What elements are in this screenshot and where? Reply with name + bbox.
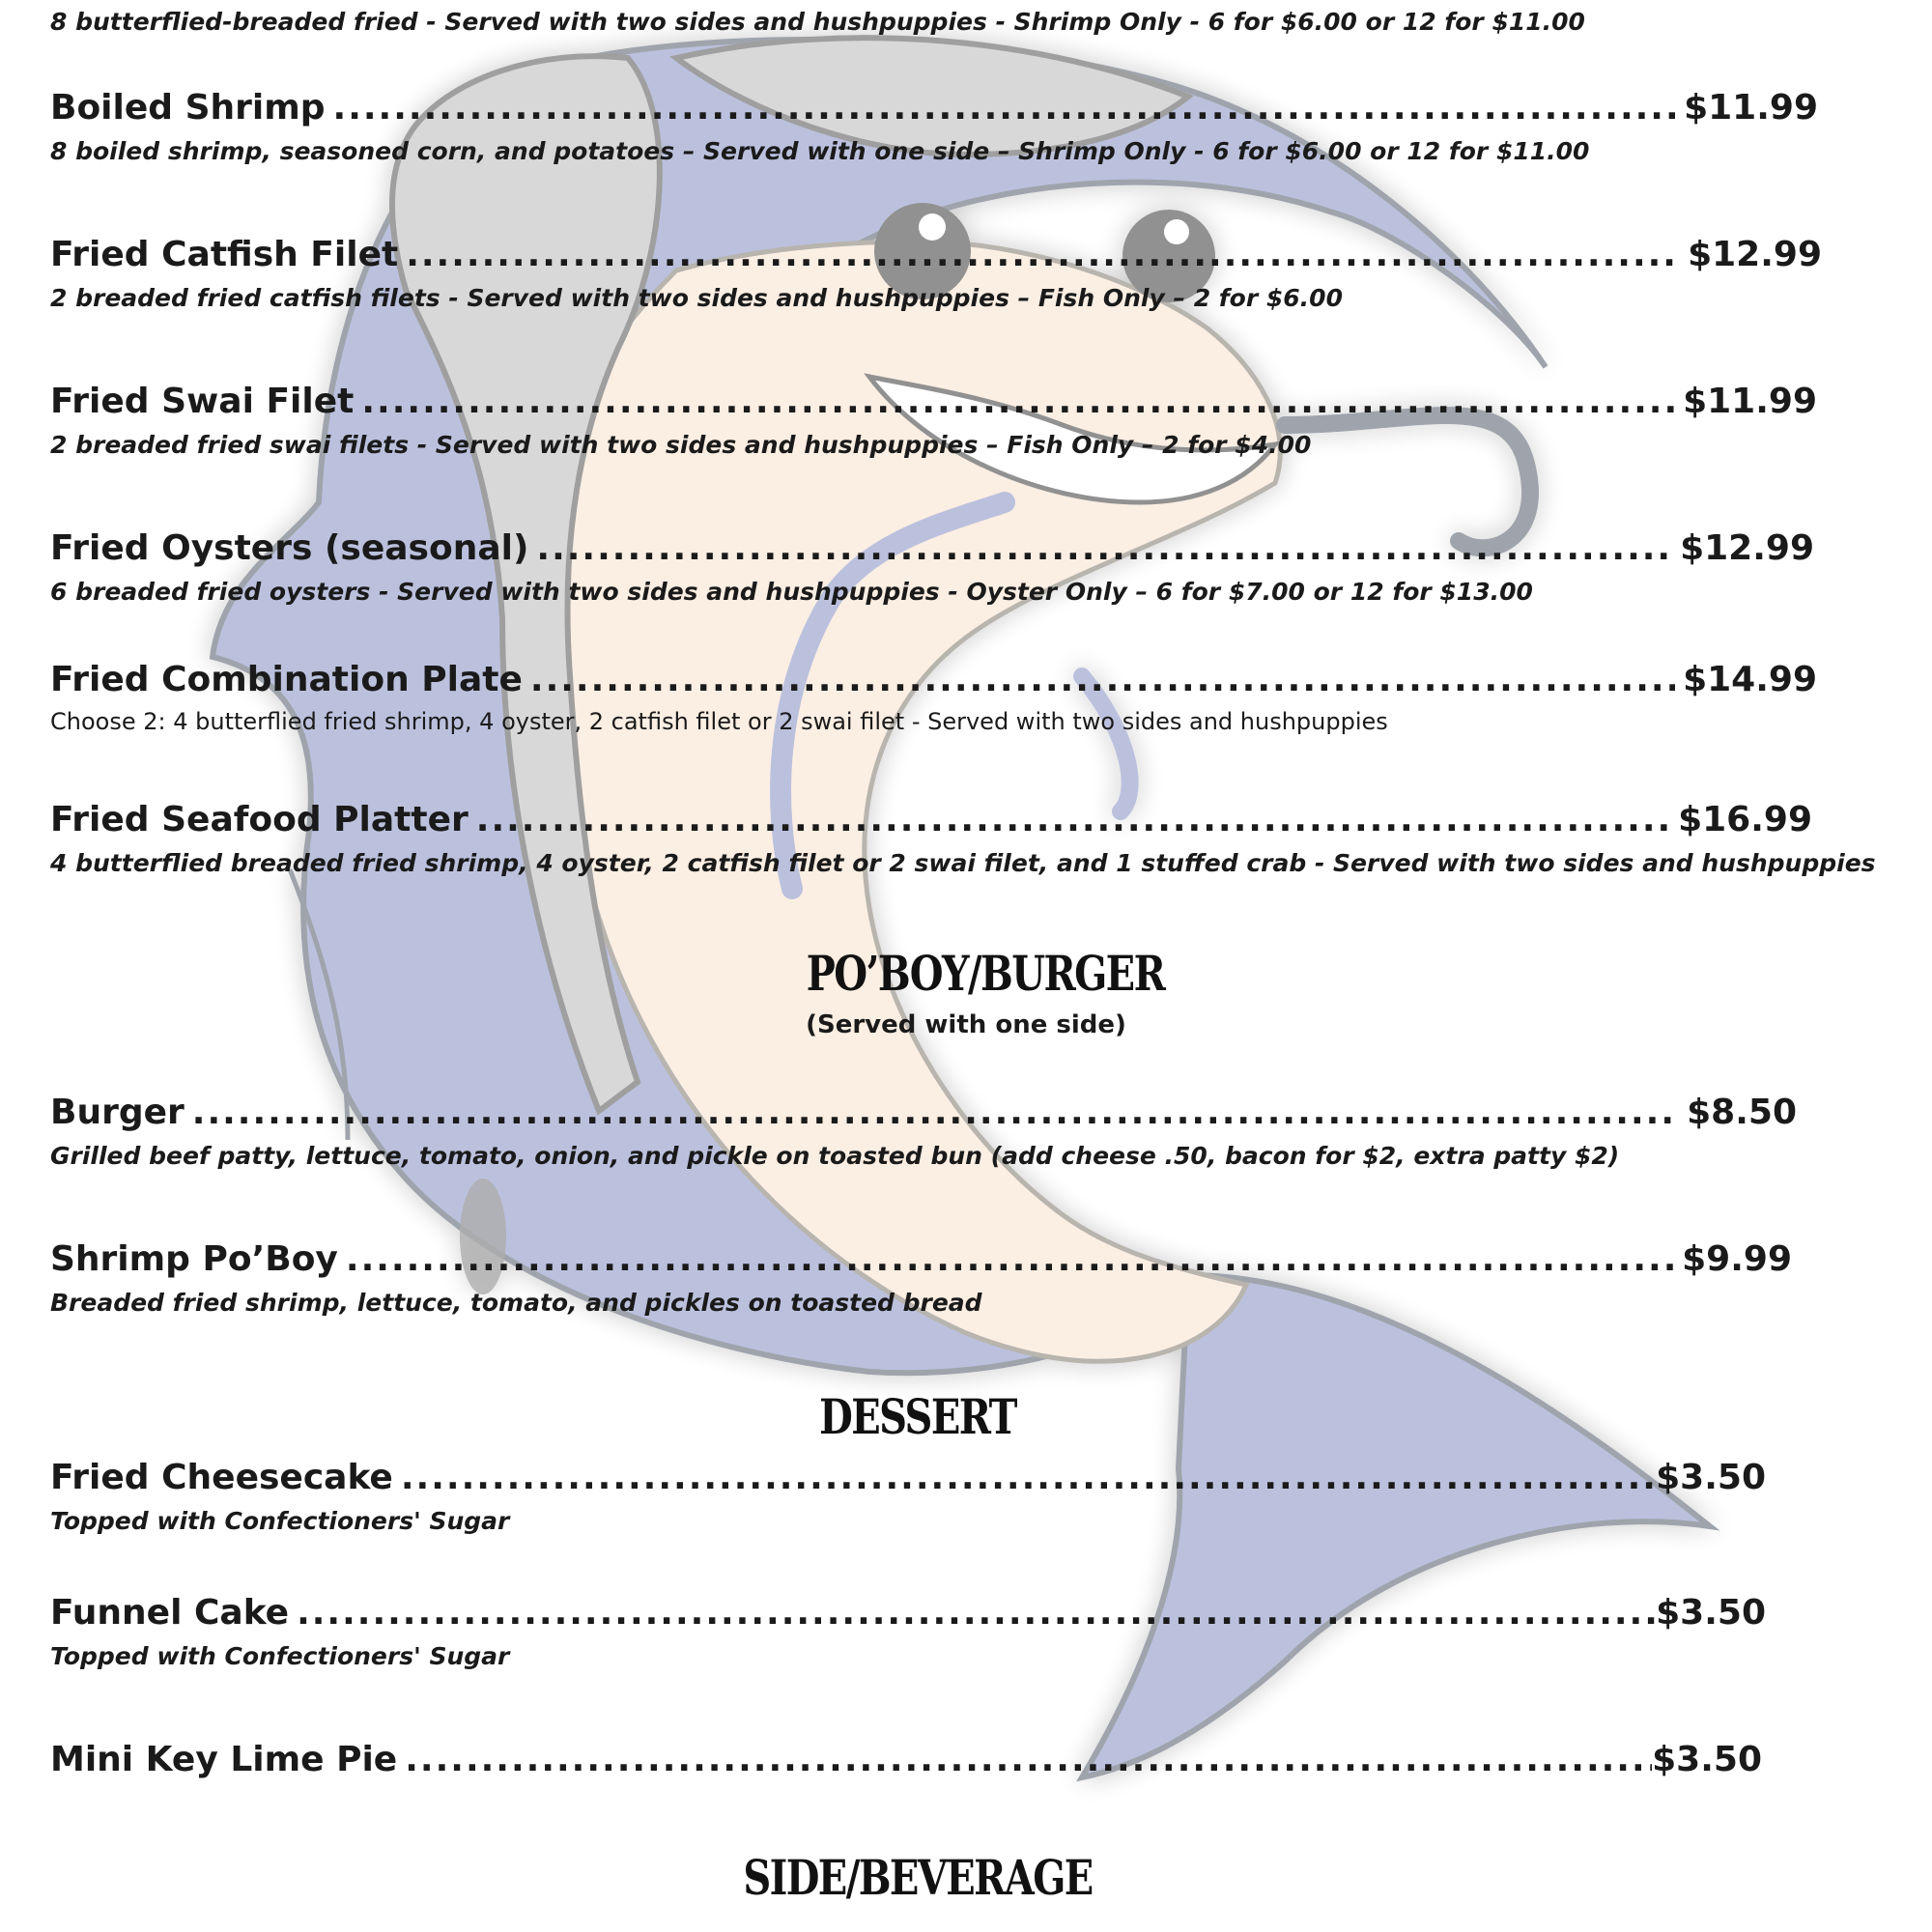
item-name: Fried Oysters (seasonal) bbox=[50, 528, 529, 568]
dot-leader bbox=[476, 799, 1670, 841]
item-description: Grilled beef patty, lettuce, tomato, onion, and pickle on toasted bun (add cheese .50, bacon for $2, extra patty $2) bbox=[50, 1142, 1620, 1170]
item-description: 8 butterflied-breaded fried - Served with two sides and hushpuppies - Shrimp Only - 6 for $6.00 or 12 for $11.00 bbox=[50, 8, 1585, 36]
dot-leader bbox=[346, 1238, 1674, 1281]
item-price: $3.50 bbox=[1656, 1458, 1766, 1497]
item-name: Boiled Shrimp bbox=[50, 88, 326, 128]
dot-leader bbox=[405, 1739, 1652, 1781]
dot-leader bbox=[406, 234, 1680, 276]
menu-item-fried-oysters bbox=[50, 527, 1814, 609]
menu-item-fried-swai-filet bbox=[50, 381, 1817, 462]
item-price: $8.50 bbox=[1687, 1093, 1797, 1132]
item-price: $12.99 bbox=[1688, 235, 1822, 274]
section-title-dessert: DESSERT bbox=[819, 1388, 1016, 1445]
item-description: Topped with Confectioners' Sugar bbox=[50, 1642, 510, 1670]
menu-item-fried-cheesecake bbox=[50, 1457, 1766, 1538]
menu-item-burger bbox=[50, 1092, 1797, 1173]
item-line bbox=[50, 1457, 1766, 1499]
menu-item-funnel-cake bbox=[50, 1592, 1766, 1673]
item-name: Fried Combination Plate bbox=[50, 660, 523, 699]
menu-item-boiled-shrimp bbox=[50, 87, 1818, 168]
item-name: Fried Seafood Platter bbox=[50, 800, 469, 839]
item-name: Mini Key Lime Pie bbox=[50, 1740, 398, 1779]
item-name: Funnel Cake bbox=[50, 1593, 290, 1633]
dot-leader bbox=[361, 381, 1675, 423]
item-name: Fried Cheesecake bbox=[50, 1458, 393, 1497]
item-description: Breaded fried shrimp, lettuce, tomato, and pickles on toasted bread bbox=[50, 1289, 982, 1317]
item-line bbox=[50, 1739, 1762, 1781]
item-name: Fried Swai Filet bbox=[50, 382, 355, 421]
menu-item-fried-seafood-platter bbox=[50, 799, 1876, 880]
dot-leader bbox=[192, 1092, 1679, 1134]
item-line bbox=[50, 527, 1814, 570]
item-price: $12.99 bbox=[1680, 528, 1814, 568]
item-line bbox=[50, 381, 1817, 423]
dot-leader bbox=[401, 1457, 1656, 1499]
item-description: Choose 2: 4 butterflied fried shrimp, 4 oyster, 2 catfish filet or 2 swai filet - Served with two sides and hushpuppies bbox=[50, 708, 1388, 735]
dot-leader bbox=[333, 87, 1677, 129]
item-line bbox=[50, 87, 1818, 129]
item-name: Fried Catfish Filet bbox=[50, 235, 399, 274]
item-price: $16.99 bbox=[1678, 800, 1812, 839]
item-description: 4 butterflied breaded fried shrimp, 4 oyster, 2 catfish filet or 2 swai filet, and 1 stuffed crab - Served with two sides and hushpuppies bbox=[50, 849, 1876, 877]
item-description: Topped with Confectioners' Sugar bbox=[50, 1507, 510, 1535]
item-line bbox=[50, 1092, 1797, 1134]
item-description: 2 breaded fried swai filets - Served with two sides and hushpuppies – Fish Only – 2 for $4.00 bbox=[50, 431, 1312, 459]
section-title-side-beverage: SIDE/BEVERAGE bbox=[743, 1849, 1093, 1906]
item-price: $3.50 bbox=[1656, 1593, 1766, 1633]
section-title-poboy-burger: PO’BOY/BURGER bbox=[806, 945, 1165, 1002]
item-description: 2 breaded fried catfish filets - Served with two sides and hushpuppies – Fish Only – 2 for $6.00 bbox=[50, 284, 1343, 312]
item-description: 8 boiled shrimp, seasoned corn, and potatoes – Served with one side – Shrimp Only - 6 for $6.00 or 12 for $11.00 bbox=[50, 137, 1590, 165]
section-subtitle-poboy-burger: (Served with one side) bbox=[806, 1010, 1126, 1039]
item-price: $14.99 bbox=[1683, 660, 1817, 699]
menu-item-mini-key-lime-pie bbox=[50, 1739, 1762, 1781]
menu-item-fried-combination-plate bbox=[50, 659, 1817, 738]
item-price: $11.99 bbox=[1683, 382, 1817, 421]
item-price: $3.50 bbox=[1652, 1740, 1762, 1779]
dot-leader bbox=[536, 527, 1672, 570]
item-price: $11.99 bbox=[1684, 88, 1818, 128]
item-description: 6 breaded fried oysters - Served with two sides and hushpuppies - Oyster Only – 6 for $7.00 or 12 for $13.00 bbox=[50, 578, 1533, 606]
menu-item-shrimp-poboy bbox=[50, 1238, 1792, 1320]
item-line bbox=[50, 659, 1817, 701]
menu-item-fried-catfish-filet bbox=[50, 234, 1822, 315]
item-line bbox=[50, 1592, 1766, 1634]
item-line bbox=[50, 1238, 1792, 1281]
menu-item-butterflied-shrimp bbox=[50, 6, 1818, 39]
item-name: Shrimp Po’Boy bbox=[50, 1239, 338, 1279]
item-line bbox=[50, 234, 1822, 276]
item-line bbox=[50, 799, 1812, 841]
dot-leader bbox=[530, 659, 1675, 701]
item-price: $9.99 bbox=[1682, 1239, 1792, 1279]
item-name: Burger bbox=[50, 1093, 185, 1132]
dot-leader bbox=[297, 1592, 1656, 1634]
